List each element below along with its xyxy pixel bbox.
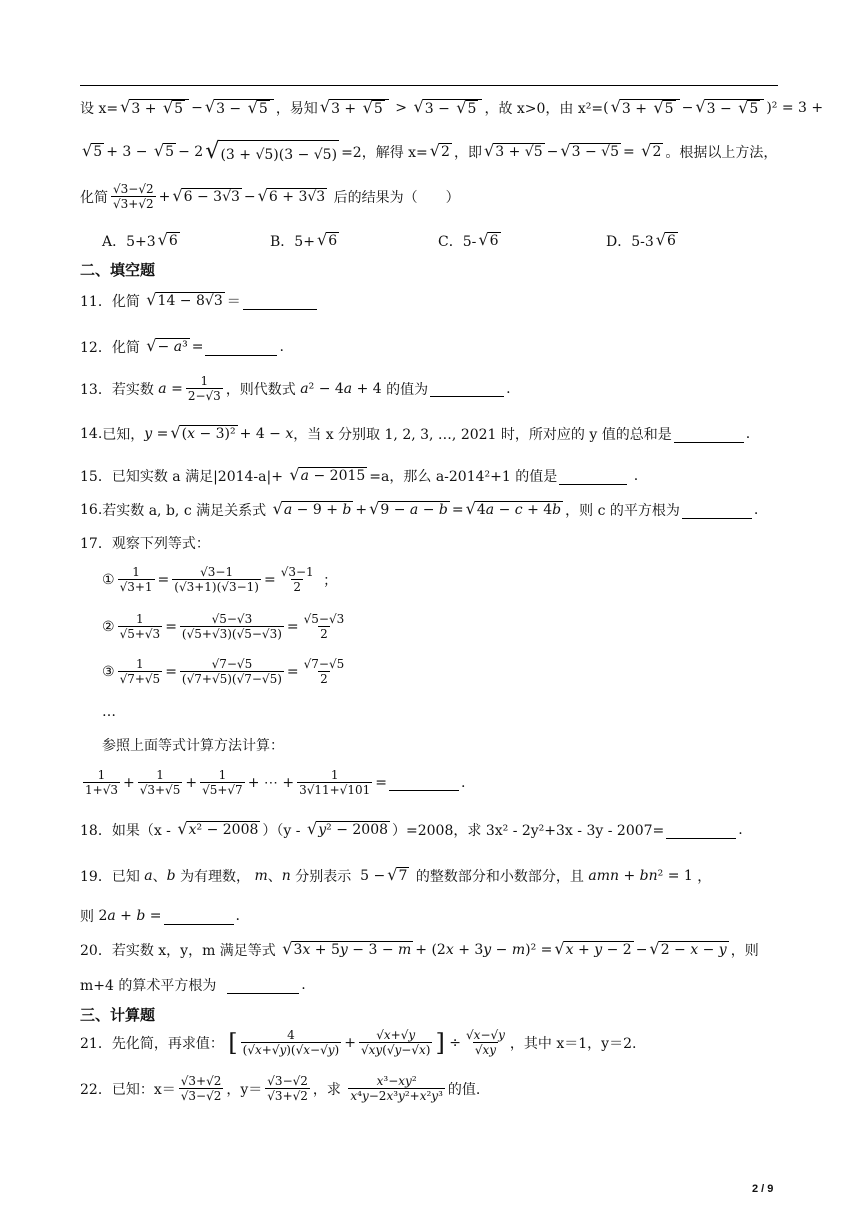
question-16: 16. 若实数 a, b, c 满足关系式 √ a − 9 + b + √ 9 − a − b = √ 4a − c + 4b ，则 c 的平方根为 . xyxy=(80,499,759,519)
q17-eq-3: ③ 1 √7+√5 = √7−√5 (√7+√5)(√7−√5) = √7−√5 2 xyxy=(102,657,345,687)
intro-line-3: 化简 √3−√2 √3+√2 + √ 6 − 3√3 − √ 6 + 3√3 后的结果为（ ） xyxy=(80,182,460,212)
question-13: 13． 若实数 a = 1 2−√3 ，则代数式 a ² − 4 a + 4 的值为 . xyxy=(80,374,511,404)
q17-sum: 1 1+√3 + 1 √3+√5 + 1 √5+√7 + ⋯ + 1 3√11+√101 = . xyxy=(85,768,466,798)
q17-eq-2: ② 1 √5+√3 = √5−√3 (√5+√3)(√5−√3) = √5−√3 2 xyxy=(102,612,345,642)
answer-blank-11[interactable] xyxy=(243,293,317,310)
answer-blank-14[interactable] xyxy=(674,426,744,443)
answer-blank-12[interactable] xyxy=(205,339,277,356)
answer-blank-17[interactable] xyxy=(389,774,459,791)
option-a[interactable]: A．5+3 √ 6 xyxy=(102,230,178,250)
answer-blank-13[interactable] xyxy=(430,380,504,397)
answer-blank-18[interactable] xyxy=(666,822,736,839)
answer-blank-19[interactable] xyxy=(164,908,234,925)
question-22: 22． 已知：x＝ √3+√2 √3−√2 ，y＝ √3−√2 √3+√2 ，求 x³−xy² x⁴y−2x³y²+x²y³ 的值. xyxy=(80,1074,481,1104)
question-20-line-2: m+4 的算术平方根为 . xyxy=(80,977,306,994)
question-19: 19． 已知 a 、 b 为有理数， m 、 n 分别表示 5 − √ 7 的整数部分和小数部分，且 amn + bn ² = 1 ， xyxy=(80,865,712,885)
question-14: 14. 已知， y = √ (x − 3)² + 4 − x ，当 x 分别取 1, 2, 3, …, 2021 时，所对应的 y 值的总和是 . xyxy=(80,423,751,443)
answer-blank-16[interactable] xyxy=(682,502,752,519)
intro-line-1: 设 x= √ 3 + √ 5 − √ 3 − √ 5 ，易知 √ 3 + √ 5 > √ 3 − √ 5 ，故 x>0，由 x²= ( √ 3 + √ 5 − √ 3 − √ 5 )² = 3 + xyxy=(80,96,824,117)
option-b[interactable]: B．5+ √ 6 xyxy=(270,230,338,250)
q17-eq-1: ① 1 √3+1 = √3−1 (√3+1)(√3−1) = √3−1 2 ； xyxy=(102,565,338,595)
section-calc-heading: 三、计算题 xyxy=(80,1006,156,1024)
question-15: 15． 已知实数 a 满足|2014-a|+ √ a − 2015 =a，那么 a-2014²+1 的值是 . xyxy=(80,465,639,485)
q17-ref: 参照上面等式计算方法计算： xyxy=(102,738,284,754)
question-21: 21． 先化简，再求值： [ 4 (√x+√y)(√x−√y) + √x+√y √xy(√y−√x) ] ÷ √x−√y √xy ，其中 x＝1，y＝2. xyxy=(80,1028,637,1058)
option-c[interactable]: C．5- √ 6 xyxy=(438,230,499,250)
option-d[interactable]: D．5-3 √ 6 xyxy=(606,230,676,250)
answer-blank-15[interactable] xyxy=(559,468,627,485)
question-20: 20． 若实数 x，y，m 满足等式 √ 3x + 5y − 3 − m + (2x + 3y − m)² = √ x + y − 2 − √ 2 − x − y ，则 xyxy=(80,939,759,959)
section-fill-heading: 二、填空题 xyxy=(80,261,156,279)
q17-dots: … xyxy=(102,704,116,720)
question-18: 18． 如果（x - √ x² − 2008 ）（y - √ y² − 2008 ）=2008，求 3x² - 2y²+3x - 3y - 2007= . xyxy=(80,819,743,839)
intro-line-2: √ 5 + 3 − √ 5 − 2 √ (3 + √5)(3 − √5) =2，解得 x= √ 2 ，即 √ 3 + √5 − √ 3 − √5 = √ 2 。根据以上方法， xyxy=(82,138,778,164)
question-12: 12． 化简 √ − a³ = . xyxy=(80,336,284,356)
header-rule xyxy=(80,85,778,86)
page-number: 2 / 9 xyxy=(752,1183,774,1195)
answer-blank-20[interactable] xyxy=(227,977,299,994)
question-17: 17． 观察下列等式： xyxy=(80,536,210,552)
question-11: 11． 化简 √ 14 − 8√3 ＝ xyxy=(80,291,319,311)
question-19-line-2: 则 2 a + b = . xyxy=(80,908,240,925)
